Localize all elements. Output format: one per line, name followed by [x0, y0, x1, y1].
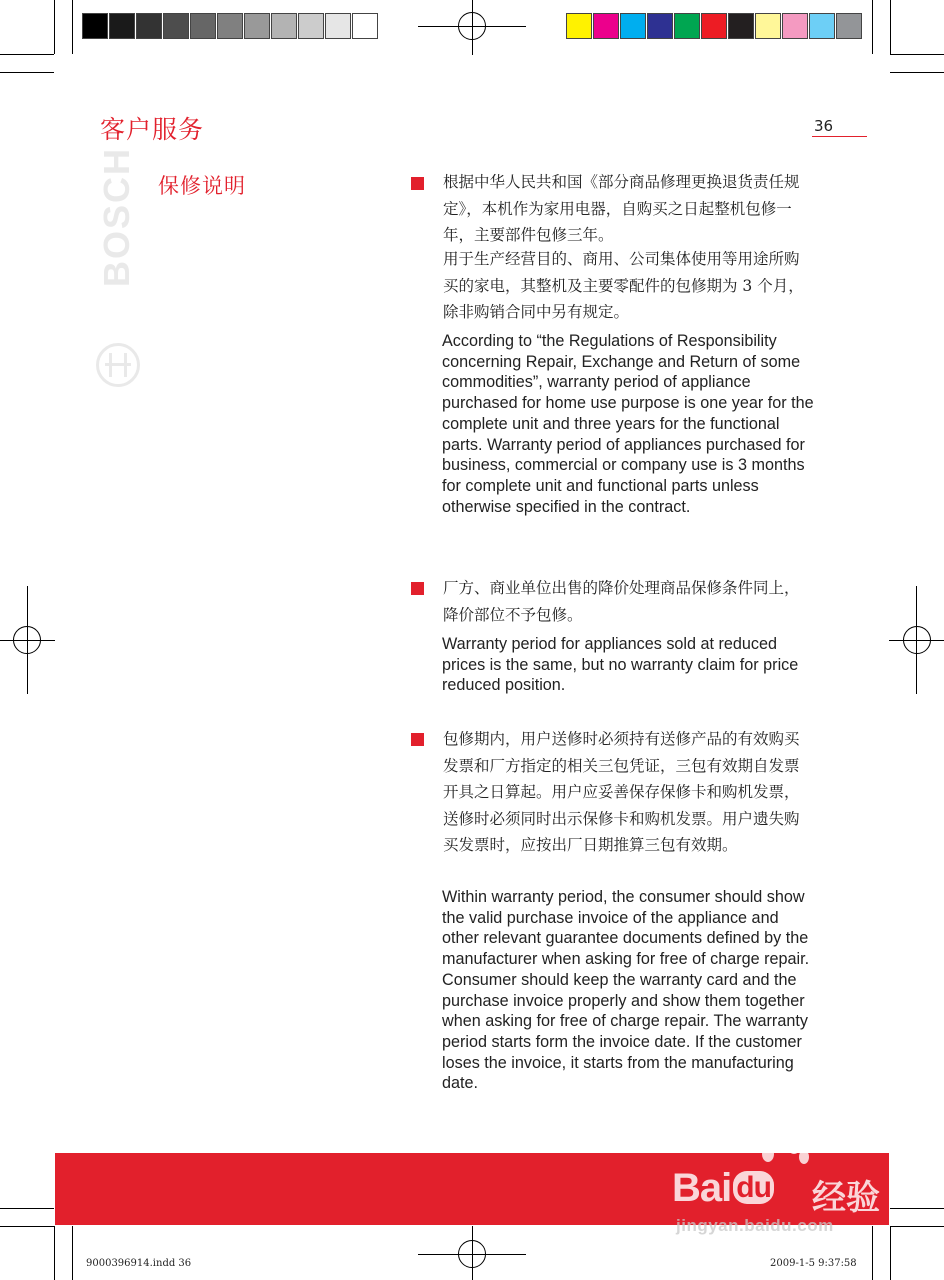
crop-mark: [890, 1226, 944, 1227]
warranty-clause-en: According to “the Regulations of Responsibility concerning Repair, Exchange and Return of some commodities”, warranty period of appliance purchased for home use purpose is one year for the complete unit and three years for the functional parts. Warranty period of appliances purchased for business, commercial or company use is 3 months for complete unit and functional parts unless otherwise specified in the contract.: [442, 332, 814, 516]
registration-line: [418, 1254, 526, 1255]
color-swatch: [244, 13, 270, 39]
color-swatch: [271, 13, 297, 39]
color-swatch: [163, 13, 189, 39]
registration-line: [0, 640, 55, 641]
color-swatch: [755, 13, 781, 39]
color-swatch: [809, 13, 835, 39]
baidu-watermark-du: du: [733, 1171, 774, 1204]
warranty-subtitle: 保修说明: [158, 174, 246, 198]
page-number: 36: [814, 117, 834, 135]
warranty-clause-en: Within warranty period, the consumer should show the valid purchase invoice of the appliance and other relevant guarantee documents defined by the manufacturer when asking for free of charge repair. Consumer should keep the warranty card and the purchase invoice properly and show them together when asking for free of charge repair. The warranty period starts form the invoice date. If the customer loses the invoice, it starts from the manufacturing date.: [442, 888, 810, 1093]
slug-datetime: 2009-1-5 9:37:58: [770, 1258, 857, 1269]
bullet-icon: [411, 582, 424, 595]
crop-mark: [890, 72, 944, 73]
color-swatch: [82, 13, 108, 39]
warranty-clause-en: Warranty period for appliances sold at reduced prices is the same, but no warranty claim for price reduced position.: [442, 635, 799, 695]
crop-mark: [54, 1226, 55, 1280]
color-swatch: [298, 13, 324, 39]
crop-mark: [72, 0, 73, 54]
crop-mark: [0, 72, 54, 73]
warranty-clause-cn: 用于生产经营目的、商用、公司集体使用等用途所购买的家电，其整机及主要零配件的包修期为 3 个月，除非购销合同中另有规定。: [443, 250, 804, 321]
bosch-wordmark: BOSCH: [96, 146, 137, 287]
page-number-underline: [812, 136, 867, 137]
color-swatch: [620, 13, 646, 39]
bullet-icon: [411, 177, 424, 190]
warranty-clause-cn: 厂方、商业单位出售的降价处理商品保修条件同上，降价部位不予包修。: [443, 579, 800, 624]
crop-mark: [872, 0, 873, 54]
bullet-icon: [411, 733, 424, 746]
crop-mark: [872, 1226, 873, 1280]
color-swatch: [109, 13, 135, 39]
crop-mark: [0, 1226, 54, 1227]
crop-mark: [72, 1226, 73, 1280]
color-swatch: [352, 13, 378, 39]
baidu-watermark-bai: Bai: [672, 1166, 732, 1210]
bosch-logo-icon: [96, 343, 140, 387]
crop-mark: [54, 0, 55, 54]
crop-mark: [890, 1226, 891, 1280]
crop-mark: [0, 54, 54, 55]
color-swatch: [566, 13, 592, 39]
color-swatch: [190, 13, 216, 39]
registration-line: [889, 640, 944, 641]
color-swatch: [136, 13, 162, 39]
crop-mark: [890, 54, 944, 55]
color-swatch: [782, 13, 808, 39]
warranty-clause-cn: 根据中华人民共和国《部分商品修理更换退货责任规定》，本机作为家用电器，自购买之日起整机包修一年，主要部件包修三年。: [443, 173, 800, 244]
color-swatch: [593, 13, 619, 39]
section-title: 客户服务: [100, 115, 205, 144]
crop-mark: [0, 1208, 54, 1209]
slug-filename: 9000396914.indd 36: [86, 1258, 192, 1269]
color-swatch: [325, 13, 351, 39]
color-swatch: [647, 13, 673, 39]
color-swatch: [701, 13, 727, 39]
baidu-watermark-jingyan: 经验: [812, 1178, 880, 1218]
baidu-watermark: [672, 1166, 774, 1211]
warranty-clause-cn: 包修期内，用户送修时必须持有送修产品的有效购买发票和厂方指定的相关三包凭证，三包有效期自发票开具之日算起。用户应妥善保存保修卡和购机发票，送修时必须同时出示保修卡和购机发票。用户遗失购买发票时，应按出厂日期推算三包有效期。: [443, 730, 800, 854]
color-swatch: [674, 13, 700, 39]
registration-line: [472, 0, 473, 55]
gray-color-bar: [82, 13, 379, 39]
baidu-watermark-url: jingyan.baidu.com: [676, 1216, 834, 1235]
registration-line: [472, 1226, 473, 1280]
cmyk-color-bar: [566, 13, 863, 39]
registration-line: [418, 26, 526, 27]
crop-mark: [890, 0, 891, 54]
crop-mark: [890, 1208, 944, 1209]
color-swatch: [836, 13, 862, 39]
color-swatch: [728, 13, 754, 39]
color-swatch: [217, 13, 243, 39]
